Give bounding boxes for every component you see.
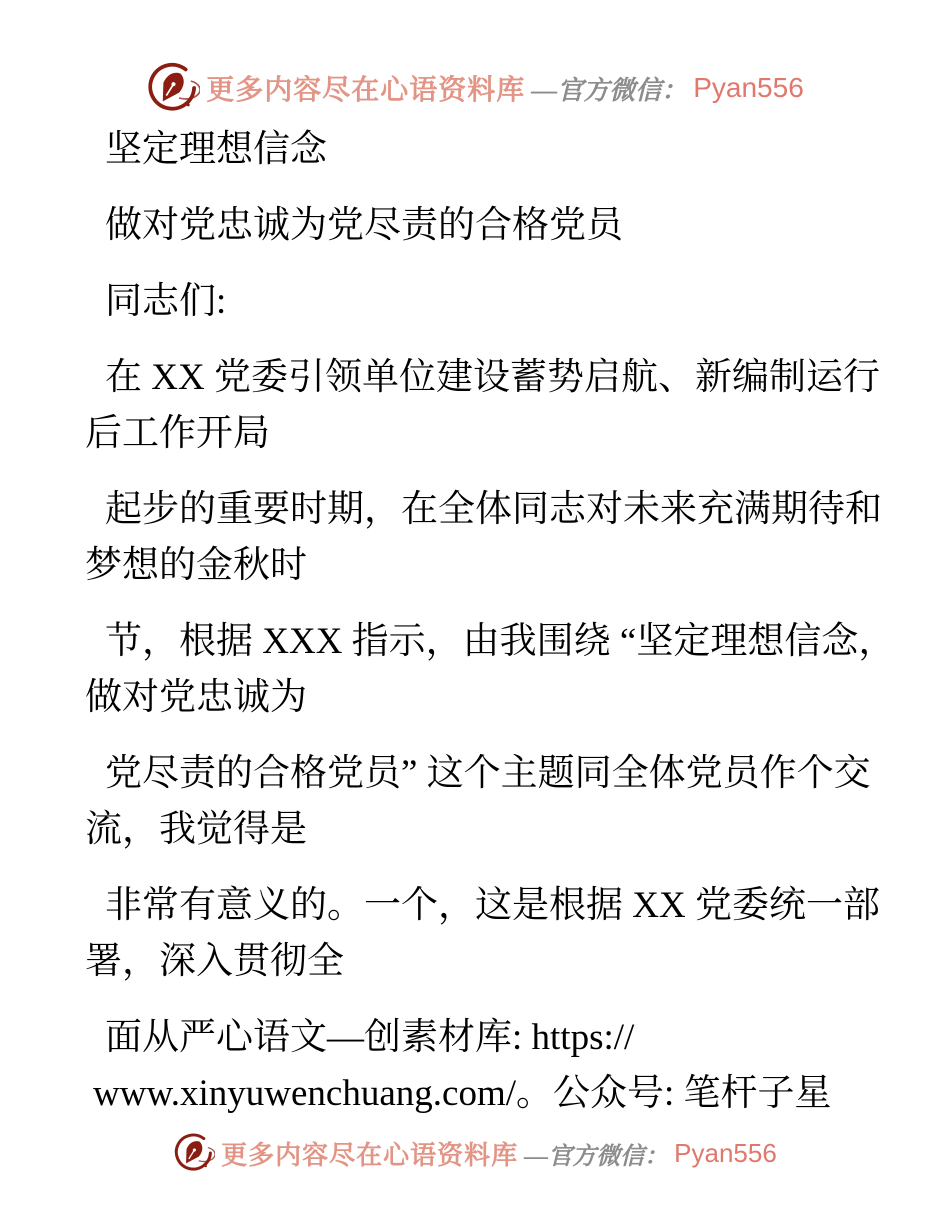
salutation: 同志们: <box>105 281 227 322</box>
text-line: 非常有意义的。一个，这是根据 XX 党委统一部 <box>105 885 880 926</box>
pen-circle-logo-icon <box>146 61 200 115</box>
text-line: 做对党忠诚为 <box>85 677 307 718</box>
watermark-brand-text: 更多内容尽在心语资料库 <box>206 75 526 106</box>
text-line: 节，根据 XXX 指示，由我围绕 “坚定理想信念， <box>105 621 896 662</box>
pen-circle-logo-icon <box>173 1132 215 1174</box>
text-line: 梦想的金秋时 <box>85 545 307 586</box>
title-line-2: 做对党忠诚为党尽责的合格党员 <box>105 205 623 246</box>
text-line: 署，深入贯彻全 <box>85 941 344 982</box>
text-line: 面从严心语文—创素材库: https:// <box>105 1017 635 1058</box>
document-body <box>85 122 896 1122</box>
footer-watermark <box>0 1130 950 1176</box>
watermark-wechat-label: —官方微信： <box>524 1143 669 1170</box>
source-url-line: www.xinyuwenchuang.com/。公众号: 笔杆子星 <box>93 1073 832 1114</box>
text-line: 流，我觉得是 <box>85 809 307 850</box>
title-line-1: 坚定理想信念 <box>105 129 327 170</box>
text-line: 在 XX 党委引领单位建设蓄势启航、新编制运行 <box>105 357 880 398</box>
header-watermark <box>0 60 950 116</box>
watermark-wechat-id: Pyan556 <box>674 1137 777 1168</box>
text-line: 起步的重要时期，在全体同志对未来充满期待和 <box>105 489 882 530</box>
text-line: 党尽责的合格党员” 这个主题同全体党员作个交 <box>105 753 871 794</box>
watermark-wechat-id: Pyan556 <box>693 72 804 103</box>
watermark-brand-text: 更多内容尽在心语资料库 <box>221 1140 519 1170</box>
watermark-wechat-label: —官方微信： <box>531 75 688 105</box>
text-line: 后工作开局 <box>85 413 270 454</box>
